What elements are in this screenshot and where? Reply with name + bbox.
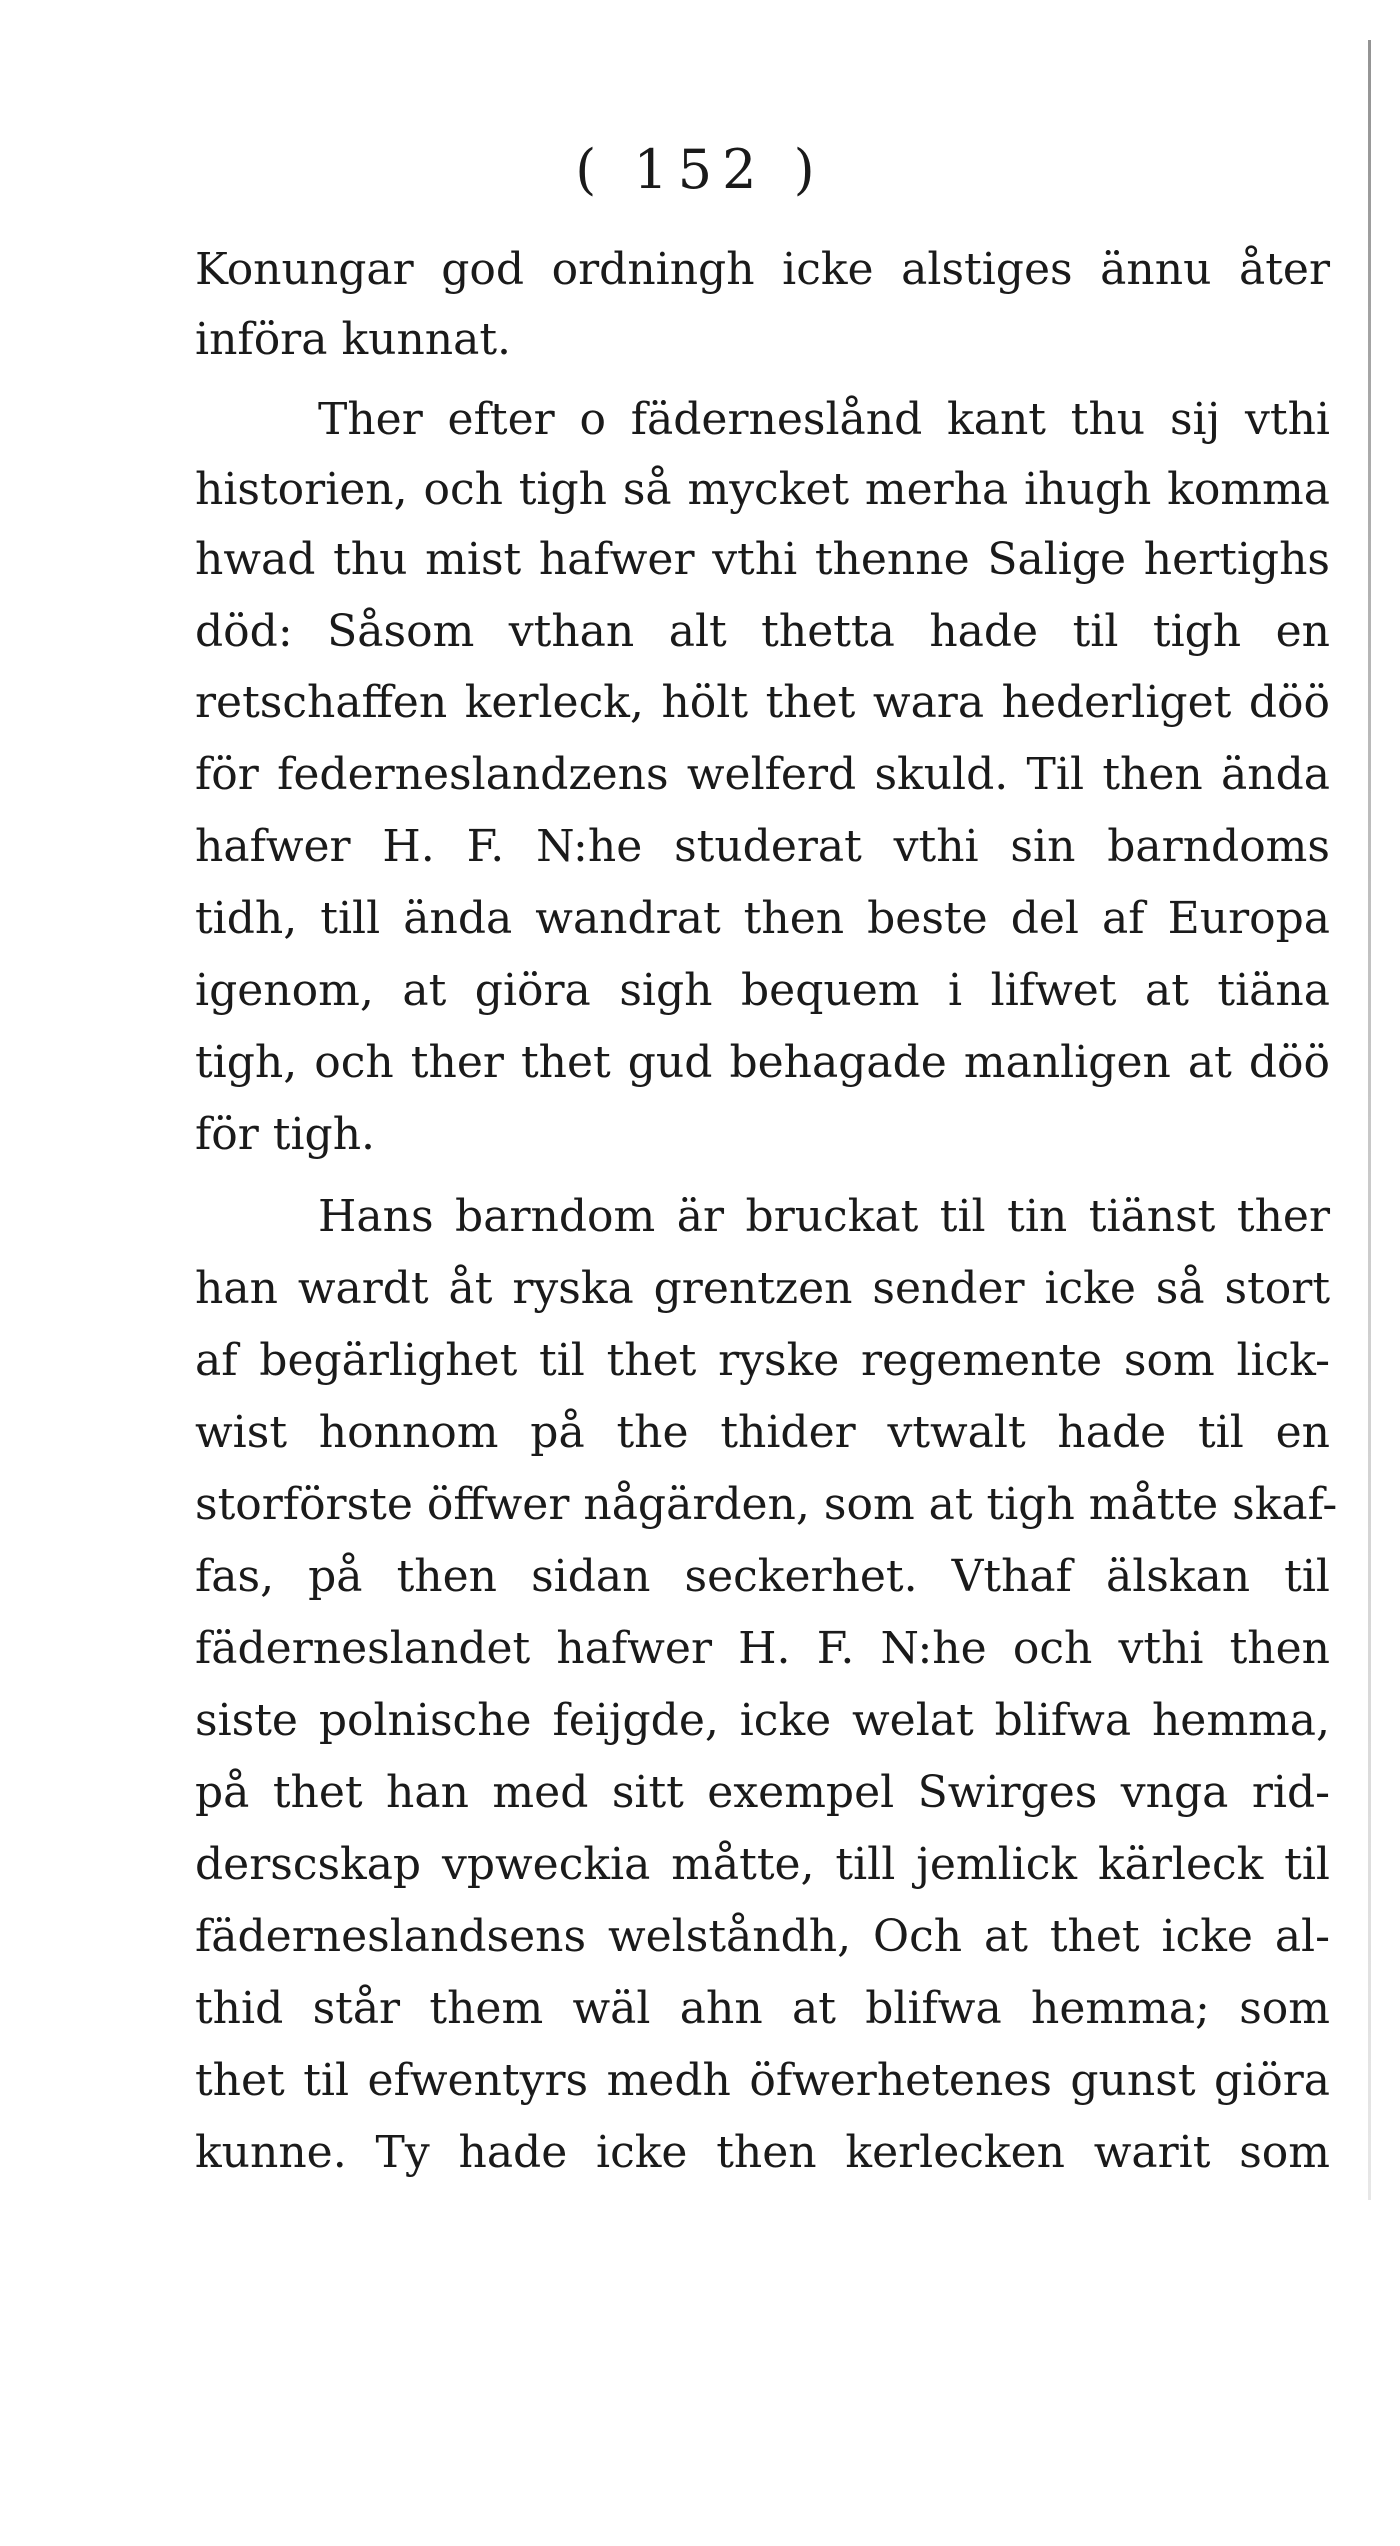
text-line: thid står them wäl ahn at blifwa hemma; som [195,1983,1330,2034]
text-line: retschaffen kerleck, hölt thet wara hederliget döö [195,677,1330,728]
text-line: hwad thu mist hafwer vthi thenne Salige hertighs [195,534,1330,585]
page-edge-shadow [1368,40,1371,2200]
text-line: död: Såsom vthan alt thetta hade til tigh en [195,606,1330,657]
text-line: tigh, och ther thet gud behagade manligen at döö [195,1037,1330,1088]
text-line: af begärlighet til thet ryske regemente som lick- [195,1335,1330,1386]
text-line: derscskap vpweckia måtte, till jemlick kärleck til [195,1839,1330,1890]
text-line: igenom, at giöra sigh bequem i lifwet at tiäna [195,965,1330,1016]
text-line: på thet han med sitt exempel Swirges vnga rid- [195,1767,1330,1818]
text-line: Konungar god ordningh icke alstiges ännu åter [195,244,1330,295]
text-line: han wardt åt ryska grentzen sender icke så stort [195,1263,1330,1314]
text-line: kunne. Ty hade icke then kerlecken warit som [195,2127,1330,2178]
text-line: fäderneslandsens welståndh, Och at thet icke al- [195,1911,1330,1962]
text-line: fas, på then sidan seckerhet. Vthaf älskan til [195,1551,1330,1602]
text-line: siste polnische feijgde, icke welat blifwa hemma, [195,1695,1330,1746]
text-line: införa kunnat. [195,314,512,365]
text-line: historien, och tigh så mycket merha ihugh komma [195,464,1330,515]
text-line: thet til efwentyrs medh öfwerhetenes gunst giöra [195,2055,1330,2106]
text-line: för federneslandzens welferd skuld. Til then ända [195,749,1330,800]
text-line: hafwer H. F. N:he studerat vthi sin barndoms [195,821,1330,872]
text-line: för tigh. [195,1109,376,1160]
text-line: wist honnom på the thider vtwalt hade til en [195,1407,1330,1458]
text-line: fäderneslandet hafwer H. F. N:he och vthi then [195,1623,1330,1674]
text-line: Hans barndom är bruckat til tin tiänst ther [318,1191,1330,1242]
text-line: storförste öffwer någärden, som at tigh måtte skaf- [195,1479,1338,1530]
page-number: ( 152 ) [575,138,825,201]
text-line: Ther efter o fäderneslånd kant thu sij vthi [318,394,1330,445]
text-line: tidh, till ända wandrat then beste del af Europa [195,893,1330,944]
